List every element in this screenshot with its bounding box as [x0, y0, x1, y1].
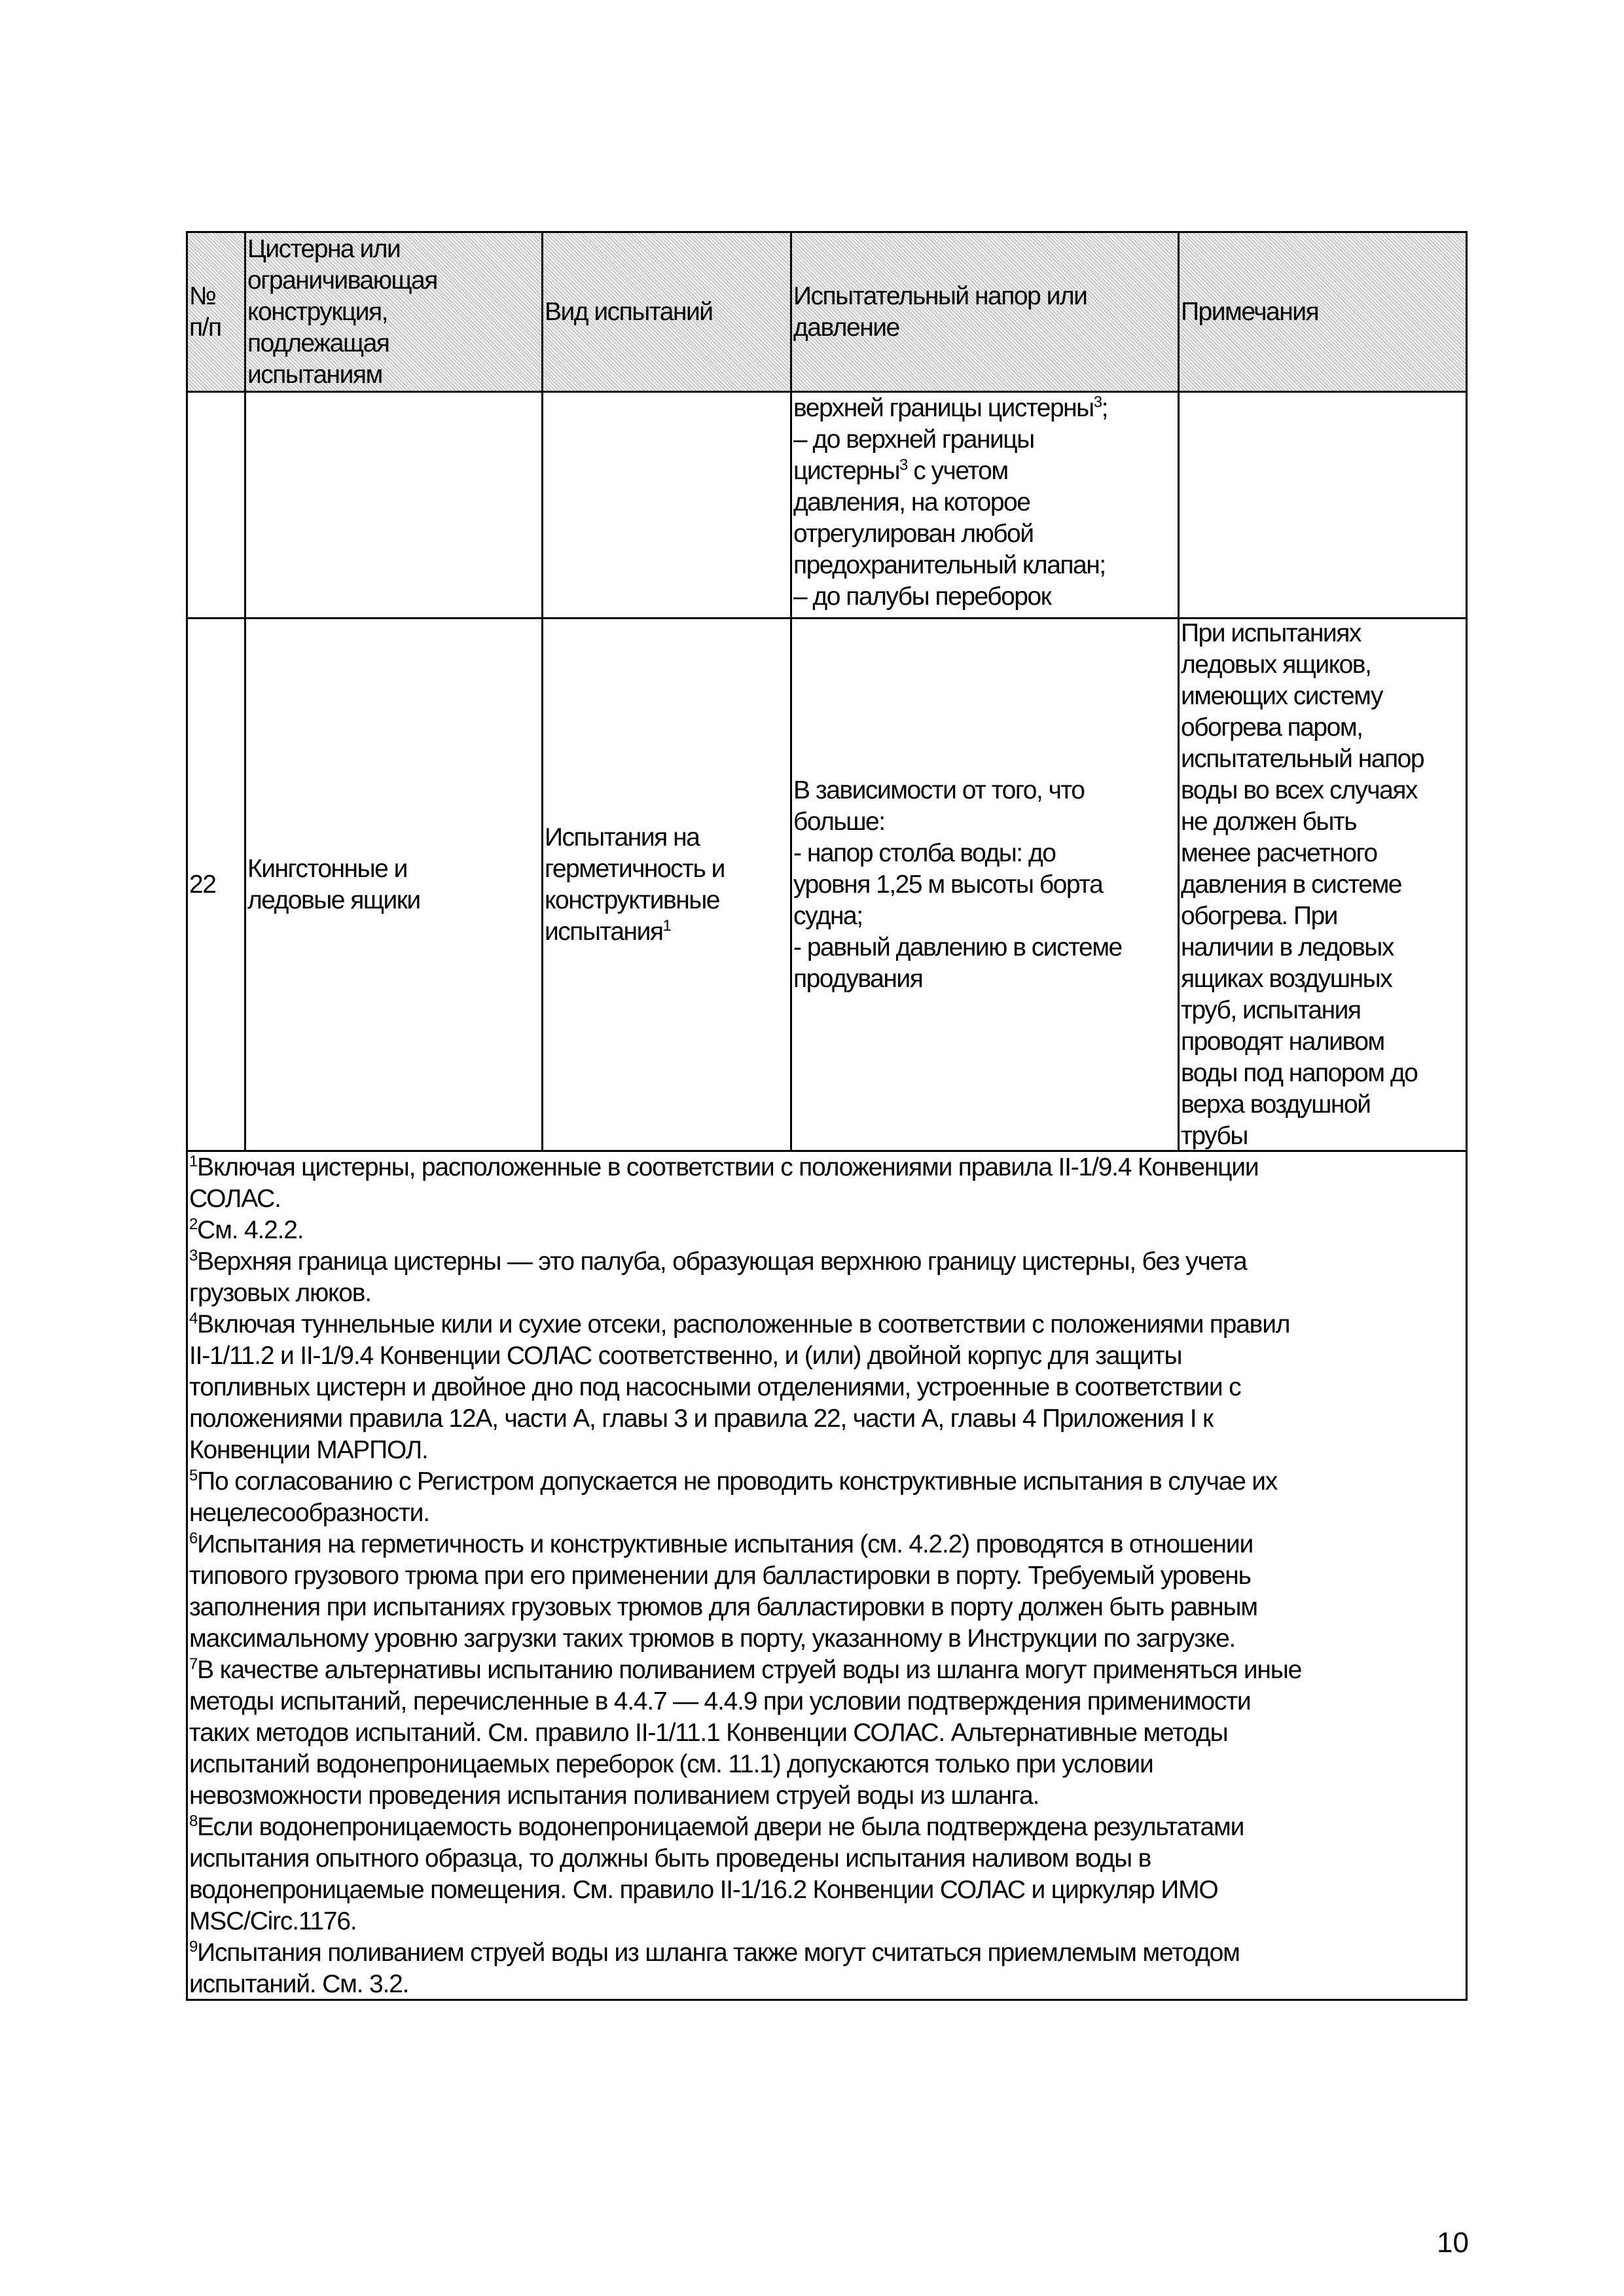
- footnote: [188, 1246, 1466, 1309]
- footnote: [188, 1937, 1466, 2000]
- text: Испытания на герметичность и конструктивные испытания: [545, 823, 725, 946]
- footnote-text: Испытания на герметичность и конструктивные испытания (см. 4.2.2) проводятся в отношении типового грузового трюма при его применении для балластировки в порту. Требуемый уровень заполнения при испытаниях грузовых трюмов для балластировки в порту должен быть равным максимальному уровню загрузки таких трюмов в порту, указанному в Инструкции по загрузке.: [189, 1530, 1257, 1653]
- cell-empty: [188, 393, 246, 617]
- footnote-number: 2: [189, 1215, 198, 1233]
- tank-testing-table: [186, 231, 1468, 2001]
- footnote-ref: 3: [1093, 393, 1102, 411]
- header-number: № п/п: [188, 233, 246, 391]
- footnote-text: Если водонепроницаемость водонепроницаемой двери не была подтверждена результатами испытания опытного образца, то должны быть проведены испытания наливом воды в водонепроницаемые помещения. См. правило II-1/16.2 Конвенции СОЛАС и циркуляр ИМО MSC/Circ.1176.: [189, 1813, 1244, 1935]
- header-pressure: Испытательный напор или давление: [792, 233, 1180, 391]
- table-row-22: [188, 619, 1466, 1152]
- footnote-number: 9: [189, 1938, 198, 1956]
- cell-number: 22: [188, 619, 246, 1150]
- cell-empty: [246, 393, 543, 617]
- footnote: [188, 1466, 1466, 1529]
- footnote: [188, 1655, 1466, 1812]
- text: – до верхней границы: [793, 425, 1034, 454]
- table-header: [188, 233, 1466, 393]
- cell-test-type: [543, 619, 792, 1150]
- page-number: 10: [1437, 2227, 1469, 2259]
- footnotes: [188, 1152, 1466, 1999]
- footnote-text: Включая туннельные кили и сухие отсеки, расположенные в соответствии с положениями правил II-1/11.2 и II-1/9.4 Конвенции СОЛАС соответственно, и (или) двойной корпус для защиты топливных цистерн и двойное дно под насосными отделениями, устроенные в соответствии с положениями правила 12А, части А, главы 3 и правила 22, части А, главы 4 Приложения I к Конвенции МАРПОЛ.: [189, 1310, 1290, 1464]
- text: цистерны: [793, 457, 899, 485]
- cell-empty: [1180, 393, 1466, 617]
- footnote: [188, 1812, 1466, 1937]
- footnote-number: 4: [189, 1310, 198, 1327]
- cell-structure: Кингстонные и ледовые ящики: [246, 619, 543, 1150]
- footnote-text: По согласованию с Регистром допускается не проводить конструктивные испытания в случае их нецелесообразности.: [189, 1467, 1278, 1527]
- footnote-number: 1: [189, 1153, 198, 1170]
- footnote-number: 5: [189, 1467, 198, 1484]
- footnote-number: 6: [189, 1530, 198, 1547]
- cell-empty: [543, 393, 792, 617]
- test-type-text: [545, 822, 725, 948]
- text: с учетом давления, на которое отрегулирован любой предохранительный клапан; – до палубы переборок: [793, 457, 1106, 611]
- footnote-number: 3: [189, 1247, 198, 1265]
- header-notes: Примечания: [1181, 297, 1319, 326]
- footnote-text: Верхняя граница цистерны — это палуба, образующая верхнюю границу цистерны, без учета грузовых люков.: [189, 1247, 1247, 1307]
- footnote-number: 8: [189, 1812, 198, 1830]
- footnote-text: Испытания поливанием струей воды из шланга также могут считаться приемлемым методом испытаний. См. 3.2.: [189, 1939, 1240, 1998]
- footnote-text: Включая цистерны, расположенные в соответствии с положениями правила II-1/9.4 Конвенции СОЛАС.: [189, 1153, 1259, 1213]
- footnote-ref: 3: [899, 456, 907, 474]
- cell-pressure: [792, 393, 1180, 617]
- footnote: [188, 1529, 1466, 1655]
- text: верхней границы цистерны: [793, 394, 1094, 422]
- footnote: [188, 1215, 1466, 1246]
- footnote-text: В качестве альтернативы испытанию поливанием струей воды из шланга могут применяться иные методы испытаний, перечисленные в 4.4.7 — 4.4.9 при условии подтверждения применимости таких методов испытаний. См. правило II-1/11.1 Конвенции СОЛАС. Альтернативные методы испытаний водонепроницаемых переборок (см. 11.1) допускаются только при условии невозможности проведения испытания поливанием струей воды из шланга.: [189, 1656, 1302, 1810]
- footnote-number: 7: [189, 1655, 198, 1673]
- cell-pressure: В зависимости от того, что больше: - напор столба воды: до уровня 1,25 м высоты борта судна; - равный давлению в системе продувания: [792, 619, 1180, 1150]
- header-structure: Цистерна или ограничивающая конструкция, подлежащая испытаниям: [246, 233, 543, 391]
- table-row-continued: [188, 393, 1466, 619]
- footnote: [188, 1309, 1466, 1466]
- text: ;: [1101, 394, 1108, 422]
- cell-notes: При испытаниях ледовых ящиков, имеющих систему обогрева паром, испытательный напор воды во всех случаях не должен быть менее расчетного давления в системе обогрева. При наличии в ледовых ящиках воздушных труб, испытания проводят наливом воды под напором до верха воздушной трубы: [1181, 619, 1424, 1150]
- footnote: [188, 1152, 1466, 1215]
- footnote-text: См. 4.2.2.: [197, 1216, 304, 1244]
- header-test-type: Вид испытаний: [543, 233, 792, 391]
- footnote-ref: 1: [662, 916, 671, 935]
